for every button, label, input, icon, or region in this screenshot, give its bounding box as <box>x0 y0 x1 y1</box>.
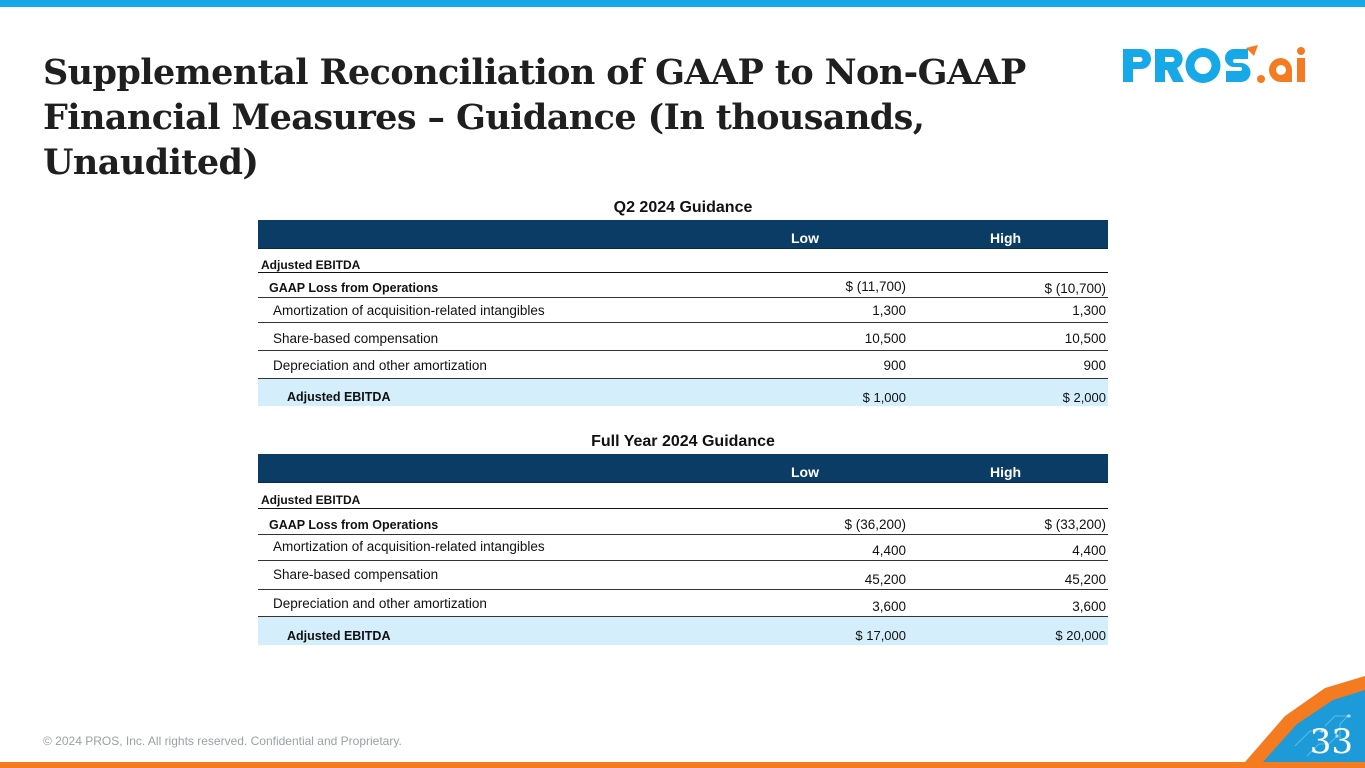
table-total-row: Adjusted EBITDA $ 1,000 $ 2,000 <box>258 379 1108 406</box>
table-row: Depreciation and other amortization 3,600 3,600 <box>258 590 1108 617</box>
table-row: Amortization of acquisition-related intangibles 1,300 1,300 <box>258 298 1108 323</box>
copyright-footer: © 2024 PROS, Inc. All rights reserved. Confidential and Proprietary. <box>43 734 402 748</box>
pros-logo-mark <box>1123 45 1305 83</box>
q2-guidance-table <box>258 220 1108 406</box>
page-number: 33 <box>1309 722 1353 762</box>
table-row: Share-based compensation 10,500 10,500 <box>258 323 1108 351</box>
slide-title: Supplemental Reconciliation of GAAP to Non-GAAP Financial Measures – Guidance (In thousands, Unaudited) <box>43 52 1026 183</box>
fy-guidance-heading: Full Year 2024 Guidance <box>591 433 775 450</box>
pros-ai-logo <box>1120 44 1325 92</box>
q2-table-header <box>258 220 1108 249</box>
fy-section-label: Adjusted EBITDA <box>258 483 1108 509</box>
q2-col-high: High <box>990 230 1022 246</box>
table-row: Share-based compensation 45,200 45,200 <box>258 561 1108 590</box>
fy-col-high: High <box>990 464 1022 480</box>
table-row: GAAP Loss from Operations $ (36,200) $ (33,200) <box>258 509 1108 535</box>
q2-section-label: Adjusted EBITDA <box>258 249 1108 273</box>
fy-guidance-table <box>258 454 1108 645</box>
table-total-row: Adjusted EBITDA $ 17,000 $ 20,000 <box>258 617 1108 645</box>
top-accent-bar <box>0 0 1365 7</box>
table-row: GAAP Loss from Operations $ (11,700) $ (10,700) <box>258 273 1108 298</box>
fy-col-low: Low <box>791 464 819 480</box>
bottom-accent-bar <box>0 762 1365 768</box>
q2-col-low: Low <box>791 230 819 246</box>
table-row: Depreciation and other amortization 900 900 <box>258 351 1108 379</box>
q2-guidance-heading: Q2 2024 Guidance <box>613 199 753 216</box>
fy-table-header <box>258 454 1108 483</box>
table-row: Amortization of acquisition-related intangibles 4,400 4,400 <box>258 535 1108 561</box>
